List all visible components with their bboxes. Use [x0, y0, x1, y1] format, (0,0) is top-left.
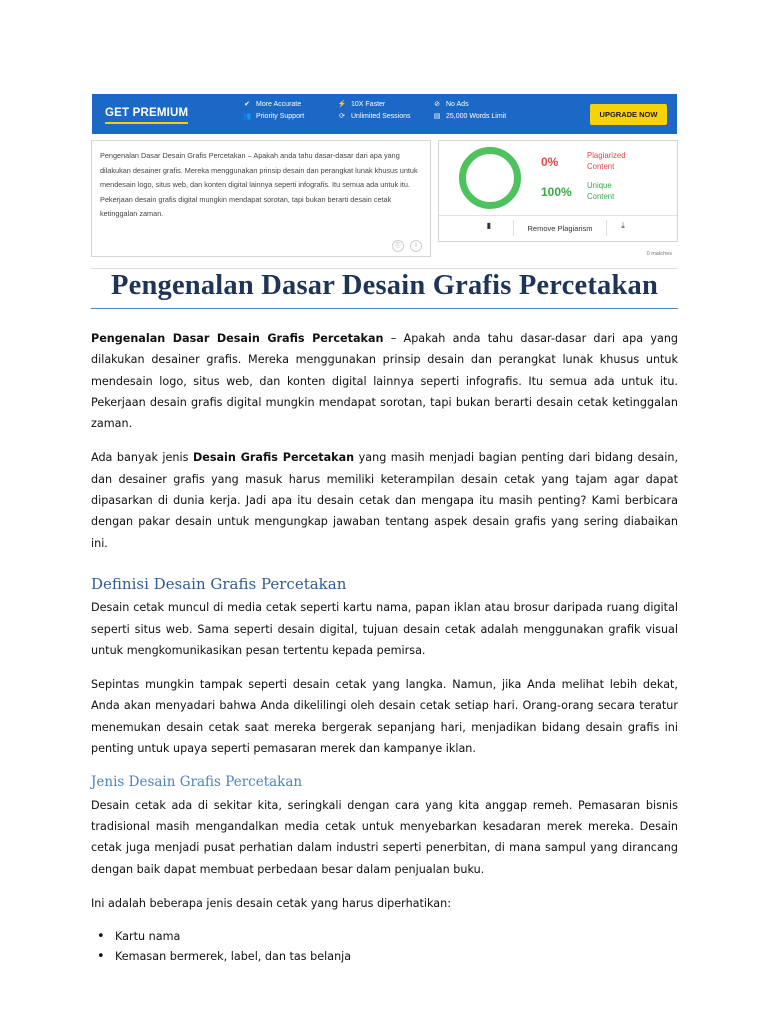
no-ads-icon: ⊘: [434, 101, 440, 108]
feature-no-ads: [432, 100, 542, 108]
unique-label-line1: Unique: [587, 181, 612, 190]
unique-label-line2: Content: [587, 191, 615, 201]
plagiarized-label-line1: Plagiarized: [587, 151, 626, 160]
download-text-icon[interactable]: ⇩: [410, 240, 422, 252]
intro-bold: Pengenalan Dasar Desain Grafis Percetakan: [91, 332, 384, 345]
bullet-list: [91, 927, 678, 967]
types-bold: Desain Grafis Percetakan: [192, 451, 355, 465]
result-panel: [438, 140, 678, 242]
divider: [91, 268, 678, 269]
text-tools: [392, 240, 422, 252]
book-icon[interactable]: ▮: [486, 221, 492, 230]
plagiarized-percent: 0%: [541, 155, 559, 169]
plagiarism-checker: [91, 140, 678, 266]
feature-label: No Ads: [446, 100, 469, 108]
feature-label: Unlimited Sessions: [351, 112, 411, 120]
feature-more-accurate: [242, 100, 337, 108]
paragraph-jenis: Desain cetak ada di sekitar kita, seringkali dengan cara yang kita anggap remeh. Pemasaran bisnis tradisional masih mengandalkan media cetak untuk menyebarkan kesadaran merek mereka. Desain cetak juga menjadi pusat perhatian dalam industri seperti penerbitan, di mana sampul yang dirancang dengan baik dapat membuat perbedaan besar dalam penjualan buku.: [91, 798, 678, 876]
remove-plagiarism-button[interactable]: Remove Plagiarism: [513, 220, 607, 236]
copy-icon[interactable]: ⎘: [392, 240, 404, 252]
get-premium-title: GET PREMIUM: [105, 107, 188, 124]
page-title: Pengenalan Dasar Desain Grafis Percetakan: [91, 270, 678, 309]
heading-jenis: Jenis Desain Grafis Percetakan: [91, 774, 303, 791]
plagiarized-label: [587, 151, 626, 172]
plagiarized-label-line2: Content: [587, 161, 615, 171]
intro-text: – Apakah anda tahu dasar-dasar dari apa yang dilakukan desainer grafis. Mereka menggunakan prinsip desain dan perangkat lunak khusus untuk mendesain logo, situs web, dan konten digital lainnya seperti infografis. Itu semua ada untuk itu. Pekerjaan desain grafis digital mungkin mendapat sorotan, tapi bukan berarti desain cetak ketinggalan zaman.: [91, 332, 679, 431]
premium-features: [242, 100, 542, 120]
uniqueness-donut-chart: [459, 147, 521, 209]
unique-label: [587, 181, 614, 202]
document-icon: ▤: [433, 113, 441, 120]
feature-label: 25,000 Words Limit: [446, 112, 507, 120]
matches-count: 0 matches: [646, 251, 672, 257]
feature-label: More Accurate: [256, 100, 302, 108]
list-item: • Kartu nama: [111, 927, 678, 947]
paragraph-types: [91, 447, 678, 553]
list-item: • Kemasan bermerek, label, dan tas belanja: [111, 947, 678, 967]
paragraph-list-intro: Ini adalah beberapa jenis desain cetak yang harus diperhatikan:: [91, 896, 452, 910]
divider: [439, 215, 677, 216]
upgrade-now-button[interactable]: UPGRADE NOW: [590, 104, 667, 125]
checker-text: Pengenalan Dasar Desain Grafis Percetakan – Apakah anda tahu dasar-dasar dari apa yang dilakukan desainer grafis. Mereka menggunakan prinsip desain dan perangkat lunak khusus untuk mendesain logo, situs web, dan konten digital lainnya seperti infografis. Itu semua ada untuk itu. Pekerjaan desain grafis digital mungkin mendapat sorotan, tapi bukan berarti desain cetak ketinggalan zaman.: [100, 151, 418, 219]
feature-priority-support: [242, 112, 337, 120]
types-text-rest: yang masih menjadi bagian penting dari bidang desain, dan desainer grafis yang masuk harus memiliki keterampilan desain cetak yang tajam agar dapat dipasarkan di dunia kerja. Jadi apa itu desain cetak dan mengapa itu masih penting? Kami berbicara dengan pakar desain untuk mengungkap jawaban tentang aspek desain grafis yang sering diabaikan ini.: [91, 451, 679, 550]
sync-icon: ⟳: [339, 113, 345, 120]
paragraph-intro: [91, 328, 678, 434]
feature-words-limit: [432, 112, 542, 120]
result-actions: [439, 219, 677, 237]
article-body: [91, 328, 678, 967]
premium-banner: [92, 94, 677, 134]
checker-text-box[interactable]: [91, 140, 431, 257]
check-icon: ✔: [244, 101, 250, 108]
types-text-start: Ada banyak jenis: [91, 451, 193, 465]
download-icon[interactable]: ⤓: [621, 221, 625, 230]
paragraph-definisi: Desain cetak muncul di media cetak seperti kartu nama, papan iklan atau brosur daripada ruang digital seperti situs web. Sama seperti desain digital, tujuan desain cetak adalah menggunakan grafik visual untuk mengkomunikasikan pesan tertentu kepada pemirsa.: [91, 601, 678, 657]
feature-unlimited-sessions: [337, 112, 432, 120]
feature-label: Priority Support: [256, 112, 305, 120]
feature-10x-faster: [337, 100, 432, 108]
heading-definisi: Definisi Desain Grafis Percetakan: [91, 574, 347, 593]
users-icon: 👥: [242, 113, 252, 120]
bolt-icon: ⚡: [337, 101, 347, 108]
paragraph-sepintas: Sepintas mungkin tampak seperti desain cetak yang langka. Namun, jika Anda melihat lebih dekat, Anda akan menyadari bahwa Anda dikelilingi oleh desain cetak setiap hari. Orang-orang secara teratur menemukan desain cetak saat mereka bergerak sepanjang hari, menjadikan bidang desain grafis ini penting untuk upaya seperti pemasaran merek dan kampanye iklan.: [91, 678, 678, 756]
unique-percent: 100%: [541, 185, 572, 199]
feature-label: 10X Faster: [351, 100, 386, 108]
